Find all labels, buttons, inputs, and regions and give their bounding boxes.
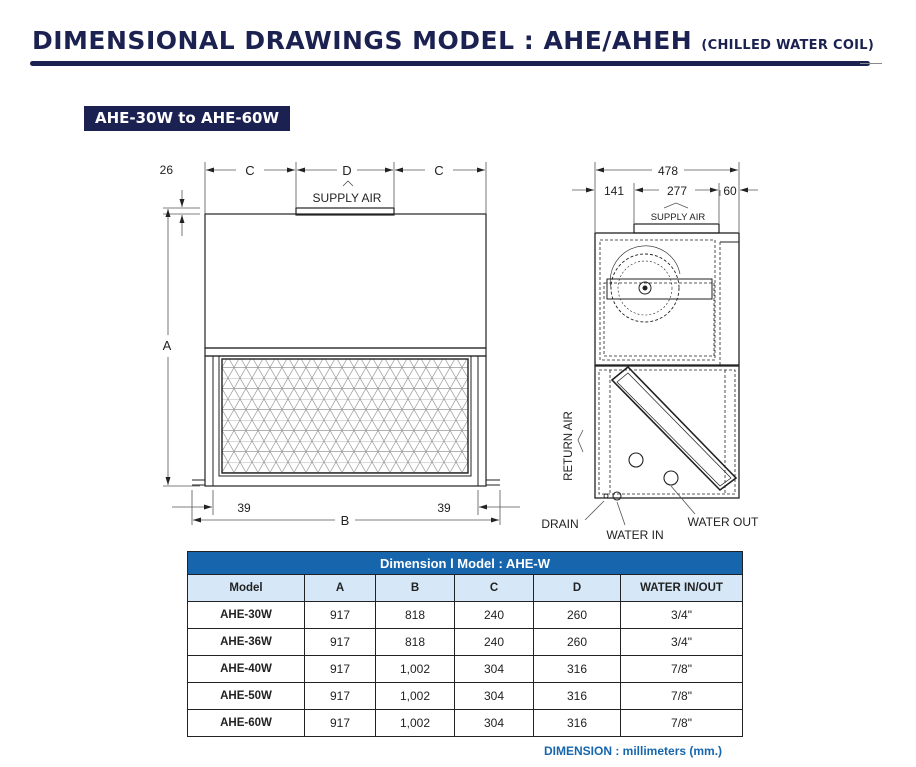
cell-c: 240 [455,602,534,629]
cell-model: AHE-60W [188,710,305,737]
header-model: Model [188,575,305,602]
cell-b: 818 [376,602,455,629]
cell-b: 1,002 [376,656,455,683]
header-d: D [534,575,621,602]
table-row [188,710,743,737]
header-b: B [376,575,455,602]
front-coil-rail [205,348,486,356]
cell-d: 260 [534,629,621,656]
dim-left-offset-label: 141 [603,184,625,198]
cell-d: 316 [534,656,621,683]
header-a: A [305,575,376,602]
water-in-label: WATER IN [606,528,664,542]
cell-c: 304 [455,683,534,710]
table-row [188,629,743,656]
table-header-row [188,575,743,602]
cell-c: 304 [455,710,534,737]
water-out-port [664,471,678,485]
model-range-badge: AHE-30W to AHE-60W [84,106,290,131]
units-footnote: DIMENSION : millimeters (mm.) [544,744,723,758]
cell-a: 917 [305,710,376,737]
dim-d-label: D [342,163,352,178]
drain-label: DRAIN [541,517,579,531]
dim-mid-label: 277 [666,184,688,198]
cell-model: AHE-36W [188,629,305,656]
header-water-in-out: WATER IN/OUT [621,575,743,602]
water-in-port [629,453,643,467]
table-row [188,602,743,629]
dimension-table [187,551,743,737]
cell-a: 917 [305,629,376,656]
cell-model: AHE-30W [188,602,305,629]
drain-port [613,492,621,500]
cell-water: 7/8" [621,710,743,737]
table-caption-row [188,552,743,575]
front-filter-mesh [222,359,468,473]
cell-d: 316 [534,710,621,737]
front-view [163,162,520,525]
table-row [188,656,743,683]
cell-c: 304 [455,656,534,683]
cell-water: 3/4" [621,602,743,629]
side-supply-air-label: SUPPLY AIR [650,212,706,223]
front-fan-section [205,214,486,348]
header-c: C [455,575,534,602]
cell-model: AHE-40W [188,656,305,683]
side-supply-flange [634,224,719,233]
dim-c-left-label: C [245,163,255,178]
cell-d: 316 [534,683,621,710]
cell-b: 818 [376,629,455,656]
dim-b-label: B [340,513,350,528]
cell-c: 240 [455,629,534,656]
front-supply-air-label: SUPPLY AIR [312,191,382,205]
dim-c-right-label: C [434,163,444,178]
title-main: DIMENSIONAL DRAWINGS MODEL : AHE/AHEH [32,26,693,55]
table-row [188,683,743,710]
cell-water: 3/4" [621,629,743,656]
title-subtitle: (CHILLED WATER COIL) [701,38,875,53]
cell-a: 917 [305,683,376,710]
cell-b: 1,002 [376,683,455,710]
cell-a: 917 [305,656,376,683]
table-caption: Dimension l Model : AHE-W [188,552,743,575]
cell-water: 7/8" [621,656,743,683]
dim-top-offset-label: 26 [159,163,173,177]
dim-39-left-label: 39 [237,501,251,515]
dim-39-right-label: 39 [437,501,451,515]
cell-a: 917 [305,602,376,629]
cell-model: AHE-50W [188,683,305,710]
cell-d: 260 [534,602,621,629]
dim-a-label: A [162,338,172,353]
dim-right-offset-label: 60 [723,184,737,198]
dim-total-width-label: 478 [657,164,679,178]
return-air-label: RETURN AIR [563,411,575,481]
cell-b: 1,002 [376,710,455,737]
water-out-label: WATER OUT [687,515,759,529]
cell-water: 7/8" [621,683,743,710]
